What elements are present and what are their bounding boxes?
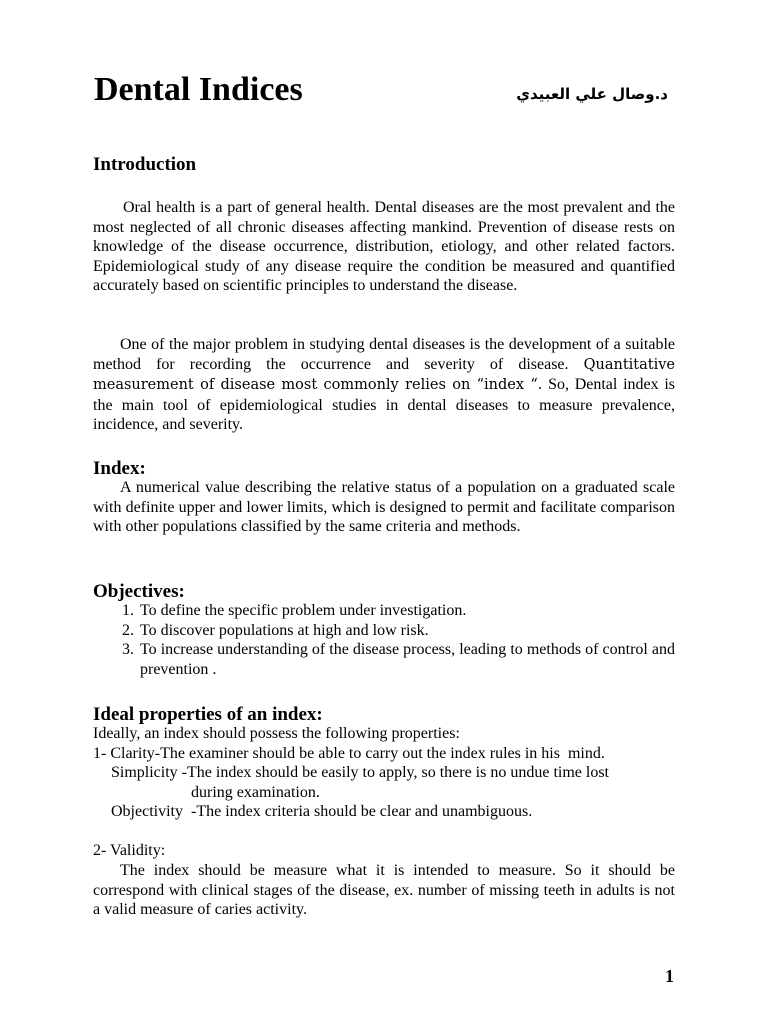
objectives-list [93, 601, 675, 679]
index-definition: A numerical value describing the relative status of a population on a graduated scale with definite upper and lower limits, which is designed to permit and facilitate comparison with other populations classified by the same criteria and methods. [93, 479, 675, 536]
author-name: د.وصال علي العبيدي [516, 85, 668, 103]
introduction-paragraph-2-block [93, 335, 675, 435]
document-title: Dental Indices [94, 71, 303, 108]
introduction-heading: Introduction [93, 154, 197, 175]
ideal-properties-intro: Ideally, an index should possess the following properties: [93, 725, 460, 742]
index-text-block [93, 478, 675, 537]
paragraph-2-part-3: So, Dental index is the main tool of epidemiological studies in dental diseases to measure prevalence, incidence, and severity. [93, 376, 676, 434]
paragraph-2-part-2: Quantitative measurement of disease most commonly relies on “index “. [93, 356, 675, 394]
objective-item: 2. To discover populations at high and low risk. [138, 621, 675, 641]
introduction-heading-block [93, 153, 675, 177]
paragraph-2-part-1: One of the major problem in studying dental diseases is the development of a suitable method for recording the occurrence and severity of disease. [93, 336, 675, 373]
property-simplicity-line-1: Simplicity -The index should be easily to apply, so there is no undue time lost [111, 764, 609, 782]
index-heading: Index: [93, 458, 146, 479]
introduction-paragraph-1: Oral health is a part of general health. Dental diseases are the most prevalent and the most neglected of all chronic diseases affecting mankind. Prevention of disease rests on knowledge of the disease occurrence, distribution, etiology, and other related factors. Epidemiological study of any disease require the condition be measured and quantified accurately based on scientific principles to understand the disease. [93, 199, 675, 295]
validity-text-block [93, 861, 675, 920]
objectives-heading: Objectives: [93, 581, 185, 602]
ideal-properties-body [93, 724, 675, 822]
validity-heading-block [93, 841, 675, 861]
validity-text: The index should be measure what it is intended to measure. So it should be correspond with clinical stages of the disease, ex. number of missing teeth in adults is not a valid measure of caries activity. [93, 862, 675, 919]
validity-heading: 2- Validity: [93, 842, 166, 859]
page-number: 1 [665, 966, 674, 986]
introduction-paragraph-1-block [93, 198, 675, 296]
introduction-paragraph-2 [93, 335, 675, 435]
objective-item: 3. To increase understanding of the disease process, leading to methods of control and prevention . [138, 640, 675, 679]
property-simplicity-line-2: during examination. [191, 783, 320, 801]
property-objectivity: Objectivity -The index criteria should be clear and unambiguous. [111, 803, 533, 821]
property-clarity: 1- Clarity-The examiner should be able to carry out the index rules in his mind. [93, 744, 605, 762]
objective-item: 1. To define the specific problem under investigation. [138, 601, 675, 621]
ideal-properties-heading: Ideal properties of an index: [93, 704, 323, 725]
objectives-list-block [93, 601, 675, 679]
